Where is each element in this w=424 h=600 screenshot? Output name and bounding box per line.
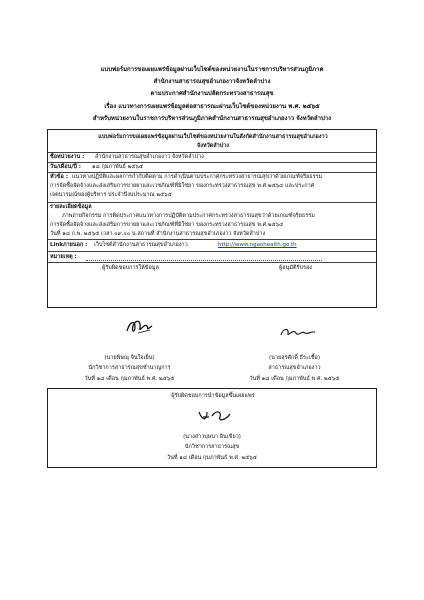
unit-row xyxy=(48,152,376,162)
header-line-4: เรื่อง แนวทางการเผยแพร่ข้อมูลต่อสาธารณะผ่านเว็บไซต์ของหน่วยงาน พ.ศ. ๒๕๖๕ xyxy=(104,103,320,110)
date-label: วัน/เดือน/ปี : xyxy=(50,164,81,170)
subject-line-1: แนวทางปฏิบัติและผลการกำกับติดตาม การดำเนินตามประกาศกระทรวงสาธารณสุขว่าด้วยเกณฑ์จริยธรรม xyxy=(72,174,323,180)
publisher-date: วันที่ ๑๘ เดือน กุมภาพันธ์ พ.ศ. ๒๕๖๕ xyxy=(167,455,257,461)
subject-line-3: เจตนารมณ์ของผู้บริหาร ประจำปีงบประมาณ ๒๕๖๕ xyxy=(50,192,172,198)
detail-line-2: การจัดซื้อจัดจ้างและส่งเสริมการขายยาและเวชภัณฑ์ที่มิใช่ยา ของกระทรวงสาธารณสุข พ.ศ.๒๕๖๔ xyxy=(50,222,284,228)
publisher-name: (นางสาวบุษบา อินเขียว) xyxy=(183,434,241,440)
note-dotted-line xyxy=(86,260,322,261)
subject-row xyxy=(48,172,376,202)
date-row xyxy=(48,162,376,172)
note-label: หมายเหตุ : xyxy=(50,254,77,260)
note-row xyxy=(48,251,376,262)
link-label: Linkภายนอก : xyxy=(50,242,88,248)
form-frame xyxy=(47,129,377,308)
right-signer-position: สาธารณสุขอำเภองาว xyxy=(268,365,321,371)
left-signature-image xyxy=(123,317,157,337)
detail-row xyxy=(48,202,376,239)
external-link[interactable]: http://www.ngaohealth.go.th xyxy=(218,242,297,248)
left-signer-role: ผู้รับผิดชอบการให้ข้อมูล xyxy=(102,265,159,271)
header-line-5: สำหรับหน่วยงานในราชการบริหารส่วนภูมิภาคสำนักงานสาธารณสุขอำเภองาว จังหวัดลำปาง xyxy=(92,115,332,122)
subject-line-2: การจัดซื้อจัดจ้างและส่งเสริมการขายยาและเวชภัณฑ์ที่มิใช่ยา ของกระทรวงสาธารณสุข พ.ศ.๒๕๖๔ และประกาศ xyxy=(50,183,315,189)
right-signer-name: (นายสุรศักดิ์ ธีระเชื้อ) xyxy=(269,355,320,361)
right-signature-image xyxy=(278,325,318,341)
date-value: ๑๘ กุมภาพันธ์ ๒๕๖๕ xyxy=(92,164,144,170)
header-line-1: แบบฟอร์มการขอเผยแพร่ข้อมูลผ่านเว็บไซต์ของหน่วยงานในราชการบริหารส่วนภูมิภาค xyxy=(100,66,324,73)
unit-label: ชื่อหน่วยงาน : xyxy=(50,154,85,160)
subject-label: หัวข้อ : xyxy=(50,174,68,180)
signature-row xyxy=(48,262,376,308)
publisher-position: นักวิชาการสาธารณสุข xyxy=(184,444,240,450)
detail-label: รายละเอียดข้อมูล xyxy=(50,204,92,210)
right-signer-date: วันที่ ๑๘ เดือน กุมภาพันธ์ พ.ศ. ๒๕๖๕ xyxy=(249,376,340,382)
right-signer-role: ผู้อนุมัติรับรอง xyxy=(279,265,312,271)
link-row xyxy=(48,239,376,251)
header-line-2: สำนักงานสาธารณสุขอำเภองาวจังหวัดลำปาง xyxy=(153,78,271,85)
form-title-province: จังหวัดลำปาง xyxy=(197,143,229,149)
detail-line-3: วันที่ ๑๘ ก.พ. ๒๕๖๕ เวลา ๐๙.๐๐ น.สถานที่ สำนักงานสาธารณสุขอำเภองาว จังหวัดลำปาง xyxy=(50,231,266,237)
bottom-signature-image xyxy=(195,406,235,426)
link-prefix: เว็บไซต์สำนักงานสาธารณสุขอำเภองาว xyxy=(94,242,188,248)
left-signer-name: (นายพิษณุ จินใจเย็น) xyxy=(104,355,155,361)
publisher-role: ผู้รับผิดชอบการนำข้อมูลขึ้นเผยแพร่ xyxy=(171,393,255,399)
detail-line-1: ภาพถ่ายกิจกรรม การติดประกาศแนวทางการปฏิบัติตามประกาศกระทรวงสาธารณสุขว่าด้วยเกณฑ์จริยธรรม xyxy=(62,213,315,219)
left-signer-date: วันที่ ๑๘ เดือน กุมภาพันธ์ พ.ศ. ๒๕๖๕ xyxy=(84,376,175,382)
left-signer-position: นักวิชาการสาธารณสุขชำนาญการ xyxy=(88,365,171,371)
form-title: แบบฟอร์มการขอเผยแพร่ข้อมูลผ่านเว็บไซต์ของหน่วยงานในสังกัดสำนักงานสาธารณสุขอำเภองาว xyxy=(98,134,328,140)
header-line-3: ตามประกาศสำนักงานปลัดกระทรวงสาธารณสุข xyxy=(150,90,274,97)
unit-value: สำนักงานสาธารณสุขอำเภองาว จังหวัดลำปาง xyxy=(95,154,204,160)
